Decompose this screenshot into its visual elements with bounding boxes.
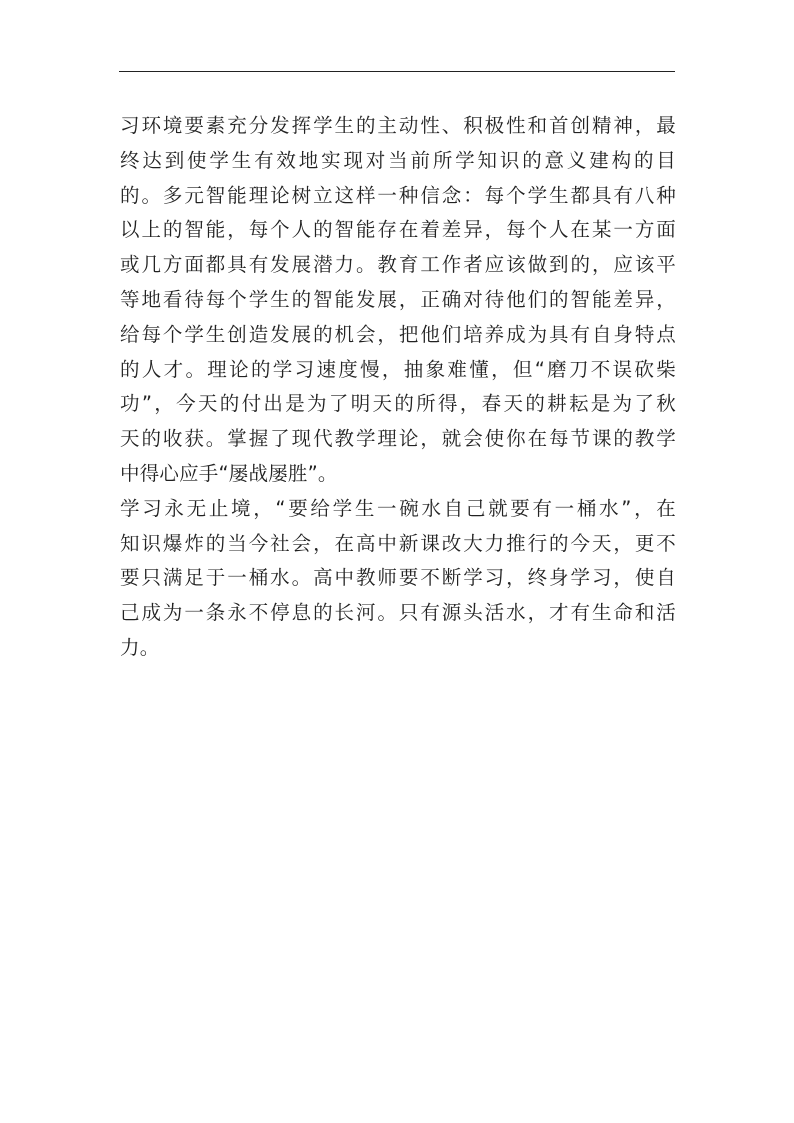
- text-line: 力。: [120, 635, 160, 659]
- text-line: 的。多元智能理论树立这样一种信念：每个学生都具有八种: [120, 183, 676, 207]
- document-body: [120, 109, 676, 666]
- header-rule: [119, 71, 675, 72]
- text-line: 知识爆炸的当今社会，在高中新课改大力推行的今天，更不: [120, 531, 676, 555]
- text-line: 学习永无止境，“要给学生一碗水自己就要有一桶水”，在: [120, 496, 676, 520]
- text-line: 中得心应手“屡战屡胜”。: [120, 461, 338, 485]
- text-line: 或几方面都具有发展潜力。教育工作者应该做到的，应该平: [120, 253, 676, 277]
- text-line: 的人才。理论的学习速度慢，抽象难懂，但“磨刀不误砍柴: [120, 357, 676, 381]
- text-line: 天的收获。掌握了现代教学理论，就会使你在每节课的教学: [120, 427, 676, 451]
- paragraph-2: [120, 492, 676, 666]
- text-line: 功”，今天的付出是为了明天的所得，春天的耕耘是为了秋: [120, 392, 676, 416]
- text-line: 等地看待每个学生的智能发展，正确对待他们的智能差异，: [120, 287, 676, 311]
- paragraph-1: [120, 109, 676, 492]
- text-line: 终达到使学生有效地实现对当前所学知识的意义建构的目: [120, 148, 676, 172]
- text-line: 给每个学生创造发展的机会，把他们培养成为具有自身特点: [120, 322, 676, 346]
- text-line: 习环境要素充分发挥学生的主动性、积极性和首创精神，最: [120, 114, 676, 137]
- text-line: 要只满足于一桶水。高中教师要不断学习，终身学习，使自: [120, 566, 676, 590]
- text-line: 以上的智能，每个人的智能存在着差异，每个人在某一方面: [120, 218, 676, 242]
- text-line: 己成为一条永不停息的长河。只有源头活水，才有生命和活: [120, 601, 676, 625]
